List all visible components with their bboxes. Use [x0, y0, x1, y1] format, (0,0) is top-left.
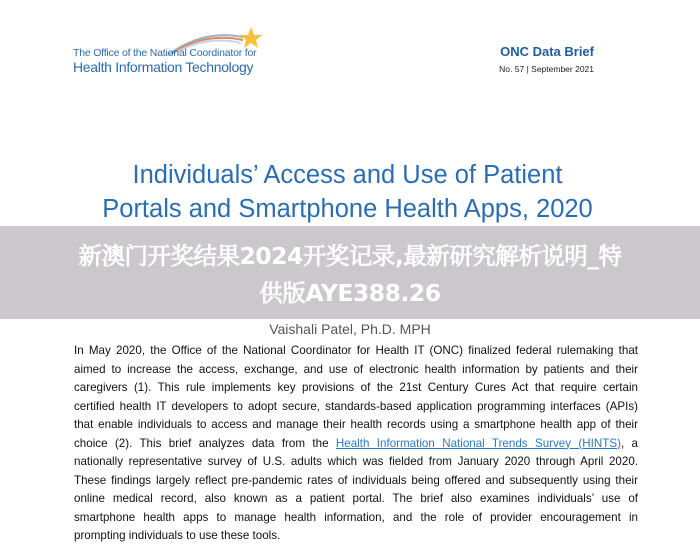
text: , a [620, 436, 638, 450]
paragraph-line: These findings largely reflect pre-pandemic rates of individuals being offered and subsequently using their [74, 473, 638, 487]
intro-paragraph [74, 342, 638, 546]
paragraph-line: In May 2020, the Office of the National Coordinator for Health IT (ONC) finalized federal rulemaking that [74, 344, 638, 357]
paragraph-line: caregivers (1). This rule implements key provisions of the 21st Century Cures Act that require certain [74, 381, 638, 394]
page-title [0, 158, 700, 226]
paragraph-line: online medical record, also known as a patient portal. The brief also examines individuals’ use of [74, 492, 638, 505]
paragraph-line: prompting individuals to use these tools. [74, 529, 281, 542]
onc-logo [73, 27, 273, 77]
paragraph-line: certified health IT developers to adopt secure, standards-based application programming interfaces (APIs) [74, 399, 638, 413]
paragraph-line: smartphone health apps to manage health information, and the role of provider encouragement in [74, 510, 638, 524]
hints-link[interactable]: Health Information National Trends Survey (HINTS) [335, 436, 621, 450]
data-brief-label [499, 44, 594, 74]
author: Vaishali Patel, Ph.D. MPH [269, 321, 431, 337]
series-issue: No. 57 | September 2021 [499, 64, 594, 74]
paragraph-line: that enable individuals to access and manage their health records using a smartphone health app of their [74, 418, 638, 431]
org-line1: The Office of the National Coordinator for [73, 47, 257, 59]
text: choice (2). This brief analyzes data from the [74, 436, 336, 450]
org-line2: Health Information Technology [73, 59, 254, 75]
paragraph-line: nationally representative survey of U.S. adults which was fielded from January 2020 through April 2020. [74, 455, 638, 468]
overlay-line1: 新澳门开奖结果2024开奖记录,最新研究解析说明_特 [78, 242, 622, 270]
series-title: ONC Data Brief [500, 44, 594, 59]
paragraph-line: aimed to increase the access, exchange, and use of electronic health information by patients and their [74, 362, 638, 376]
overlay-banner [0, 226, 700, 319]
overlay-text [0, 238, 700, 312]
title-line1: Individuals’ Access and Use of Patient [132, 161, 563, 189]
overlay-line2: 供版AYE388.26 [259, 279, 441, 307]
title-line2: Portals and Smartphone Health Apps, 2020 [102, 195, 593, 223]
paragraph-line [74, 435, 638, 454]
